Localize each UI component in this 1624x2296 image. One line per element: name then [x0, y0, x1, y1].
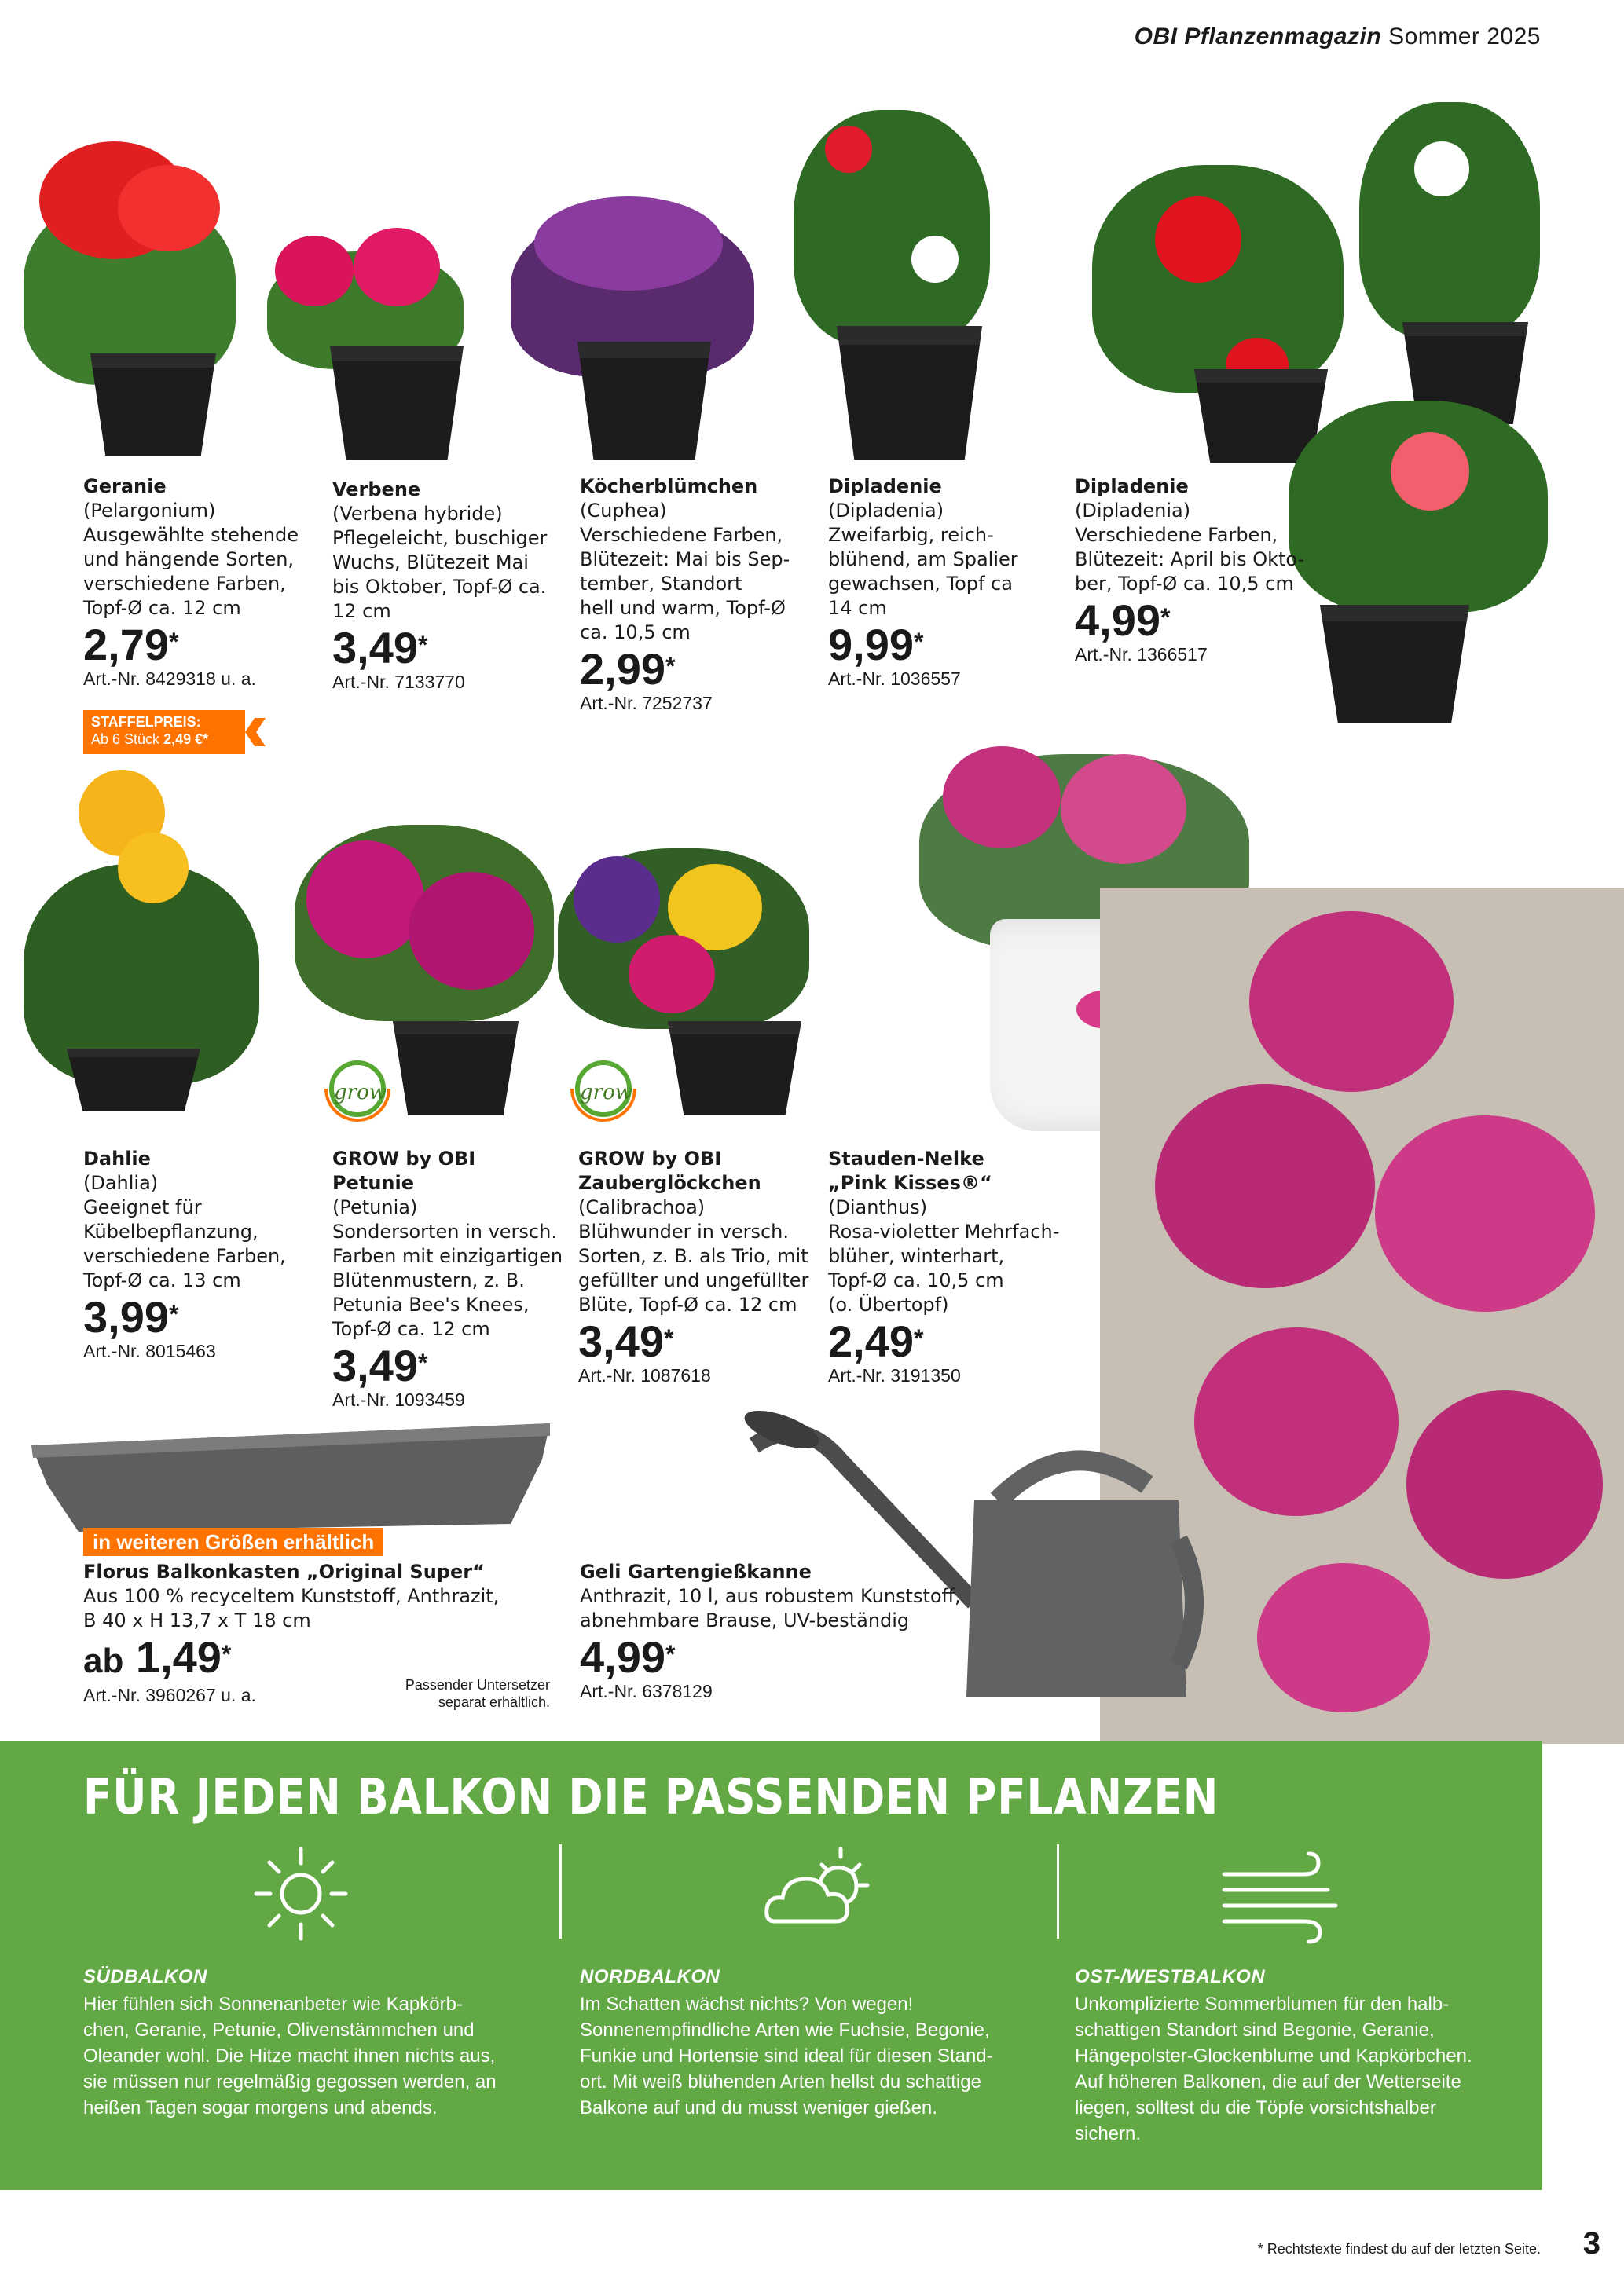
- product-name: Stauden-Nelke „Pink Kisses®“: [828, 1148, 992, 1194]
- tip-suedbalkon: [83, 1964, 523, 2121]
- masthead-brand: OBI Pflanzenmagazin: [1134, 24, 1382, 49]
- tip-text: Hier fühlen sich Sonnenanbeter wie Kapkörb- chen, Geranie, Petunie, Olivenstämmchen und Oleander wohl. Die Hitze macht ihnen nichts aus, sie müssen nur regelmäßig gegossen werden, an heißen Tagen sogar morgens und abends.: [83, 1994, 497, 2118]
- product-price: 4,99*: [1075, 595, 1171, 645]
- product-desc: (Pelargonium) Ausgewählte stehende und hängende Sorten, verschiedene Farben, Topf-Ø ca. 12 cm: [83, 500, 299, 619]
- product-art-nr: Art.-Nr. 1366517: [1075, 644, 1208, 665]
- product-desc: (Petunia) Sondersorten in versch. Farben mit einzigartigen Blütenmustern, z. B. Petunia Bee's Knees, Topf-Ø ca. 12 cm: [332, 1196, 563, 1340]
- product-price: 3,49*: [332, 1341, 428, 1390]
- product-zauberglöckchen[interactable]: [578, 1147, 814, 1386]
- product-name: Geli Gartengießkanne: [580, 1561, 812, 1583]
- product-dipladenie-2[interactable]: [1075, 474, 1311, 665]
- tip-text: Unkomplizierte Sommerblumen für den halb- schattigen Standort sind Begonie, Geranie, Hängepolster-Glockenblume und Kapkörbchen. Auf höheren Balkonen, die auf der Wetterseite liegen, solltest du die Töpfe vorsichtshalber sichern.: [1075, 1994, 1472, 2144]
- footnote: * Rechtstexte findest du auf der letzten Seite.: [1257, 2241, 1541, 2257]
- staffelpreis-badge: [83, 710, 245, 754]
- product-name: GROW by OBI Petunie: [332, 1148, 476, 1194]
- product-desc: (Dipladenia) Zweifarbig, reich- blühend, am Spalier gewachsen, Topf ca 14 cm: [828, 500, 1018, 619]
- product-price: 9,99*: [828, 620, 924, 669]
- product-price: 3,49*: [578, 1316, 674, 1366]
- product-art-nr: Art.-Nr. 3191350: [828, 1365, 961, 1386]
- sun-icon: [250, 1843, 352, 1945]
- product-price: 3,99*: [83, 1292, 179, 1342]
- product-name: Florus Balkonkasten „Original Super“: [83, 1561, 485, 1583]
- cloud-sun-icon: [759, 1843, 877, 1945]
- product-geranie[interactable]: [83, 474, 311, 690]
- product-desc: (Dipladenia) Verschiedene Farben, Blütezeit: April bis Okto- ber, Topf-Ø ca. 10,5 cm: [1075, 500, 1305, 595]
- product-art-nr: Art.-Nr. 7133770: [332, 672, 465, 692]
- product-art-nr: Art.-Nr. 6378129: [580, 1681, 713, 1701]
- product-art-nr: Art.-Nr. 8015463: [83, 1341, 216, 1361]
- balkonkasten-image: [24, 1414, 558, 1532]
- tip-text: Im Schatten wächst nichts? Von wegen! Sonnenempfindliche Arten wie Fuchsie, Begonie, Funkie und Hortensie sind ideal für diesen Stand- ort. Mit weiß blühenden Arten hellst du schattige Balkone auf und du musst weniger gießen.: [580, 1994, 993, 2118]
- product-desc: (Verbena hybride) Pflegeleicht, buschiger Wuchs, Blütezeit Mai bis Oktober, Topf-Ø ca. 12 cm: [332, 503, 548, 622]
- product-price: 2,79*: [83, 620, 179, 669]
- product-art-nr: Art.-Nr. 1036557: [828, 668, 961, 689]
- product-art-nr: Art.-Nr. 1087618: [578, 1365, 711, 1386]
- product-koecherbluemchen[interactable]: [580, 474, 808, 714]
- product-price: 2,49*: [828, 1316, 924, 1366]
- product-giesskanne[interactable]: [580, 1560, 1020, 1702]
- product-name: Dipladenie: [1075, 475, 1189, 497]
- product-price: 3,49*: [332, 623, 428, 672]
- tip-nordbalkon: [580, 1964, 1020, 2121]
- product-price: 2,99*: [580, 644, 676, 694]
- product-desc: (Dianthus) Rosa-violetter Mehrfach- blüher, winterhart, Topf-Ø ca. 10,5 cm (o. Übertopf): [828, 1196, 1060, 1316]
- staffelpreis-title: STAFFELPREIS:: [91, 714, 201, 730]
- product-art-nr: Art.-Nr. 8429318 u. a.: [83, 668, 256, 689]
- tip-title: NORDBALKON: [580, 1966, 720, 1987]
- untersetzer-note: Passender Untersetzer separat erhältlich.: [405, 1677, 550, 1710]
- balkon-tips-banner: [0, 1741, 1542, 2190]
- product-desc: (Cuphea) Verschiedene Farben, Blütezeit: Mai bis Sep- tember, Standort hell und warm, Topf-Ø ca. 10,5 cm: [580, 500, 790, 643]
- product-price: 4,99*: [580, 1632, 676, 1682]
- masthead: [1135, 24, 1541, 50]
- tip-title: OST-/WESTBALKON: [1075, 1966, 1266, 1987]
- grow-logo-zauberglöckchen: grow: [575, 1060, 632, 1117]
- product-art-nr: Art.-Nr. 3960267 u. a.: [83, 1685, 256, 1705]
- product-name: Dipladenie: [828, 475, 942, 497]
- staffelpreis-price: 2,49 €*: [163, 731, 209, 747]
- staffelpreis-text: Ab 6 Stück: [91, 731, 160, 747]
- banner-divider: [1057, 1844, 1059, 1939]
- product-desc: Aus 100 % recyceltem Kunststoff, Anthrazit, B 40 x H 13,7 x T 18 cm: [83, 1585, 500, 1631]
- wind-icon: [1218, 1851, 1344, 1945]
- product-dahlie[interactable]: [83, 1147, 311, 1362]
- product-art-nr: Art.-Nr. 7252737: [580, 693, 713, 713]
- page-number: 3: [1582, 2226, 1600, 2261]
- product-verbene[interactable]: [332, 478, 560, 693]
- banner-headline: FÜR JEDEN BALKON DIE PASSENDEN PFLANZEN: [83, 1768, 1219, 1825]
- product-name: GROW by OBI Zauberglöckchen: [578, 1148, 761, 1194]
- grow-logo-petunie: grow: [329, 1060, 386, 1117]
- chevron-left-icon: [245, 718, 267, 746]
- product-name: Köcherblümchen: [580, 475, 758, 497]
- product-name: Verbene: [332, 478, 421, 500]
- product-desc: (Calibrachoa) Blühwunder in versch. Sorten, z. B. als Trio, mit gefüllter und ungefüllter Blüte, Topf-Ø ca. 12 cm: [578, 1196, 809, 1316]
- product-stauden-nelke[interactable]: [828, 1147, 1064, 1386]
- product-dipladenie-1[interactable]: [828, 474, 1056, 690]
- size-badge: in weiteren Größen erhältlich: [83, 1528, 383, 1556]
- product-name: Dahlie: [83, 1148, 151, 1170]
- product-art-nr: Art.-Nr. 1093459: [332, 1390, 465, 1410]
- product-desc: Anthrazit, 10 l, aus robustem Kunststoff, abnehmbare Brause, UV-beständig: [580, 1585, 961, 1631]
- banner-divider: [559, 1844, 562, 1939]
- masthead-issue: Sommer 2025: [1388, 24, 1541, 49]
- tip-title: SÜDBALKON: [83, 1966, 207, 1987]
- product-petunie[interactable]: [332, 1147, 568, 1411]
- product-desc: (Dahlia) Geeignet für Kübelbepflanzung, verschiedene Farben, Topf-Ø ca. 13 cm: [83, 1172, 286, 1291]
- product-price: ab 1,49*: [83, 1632, 232, 1682]
- tip-ost-westbalkon: [1075, 1964, 1515, 2147]
- product-name: Geranie: [83, 475, 167, 497]
